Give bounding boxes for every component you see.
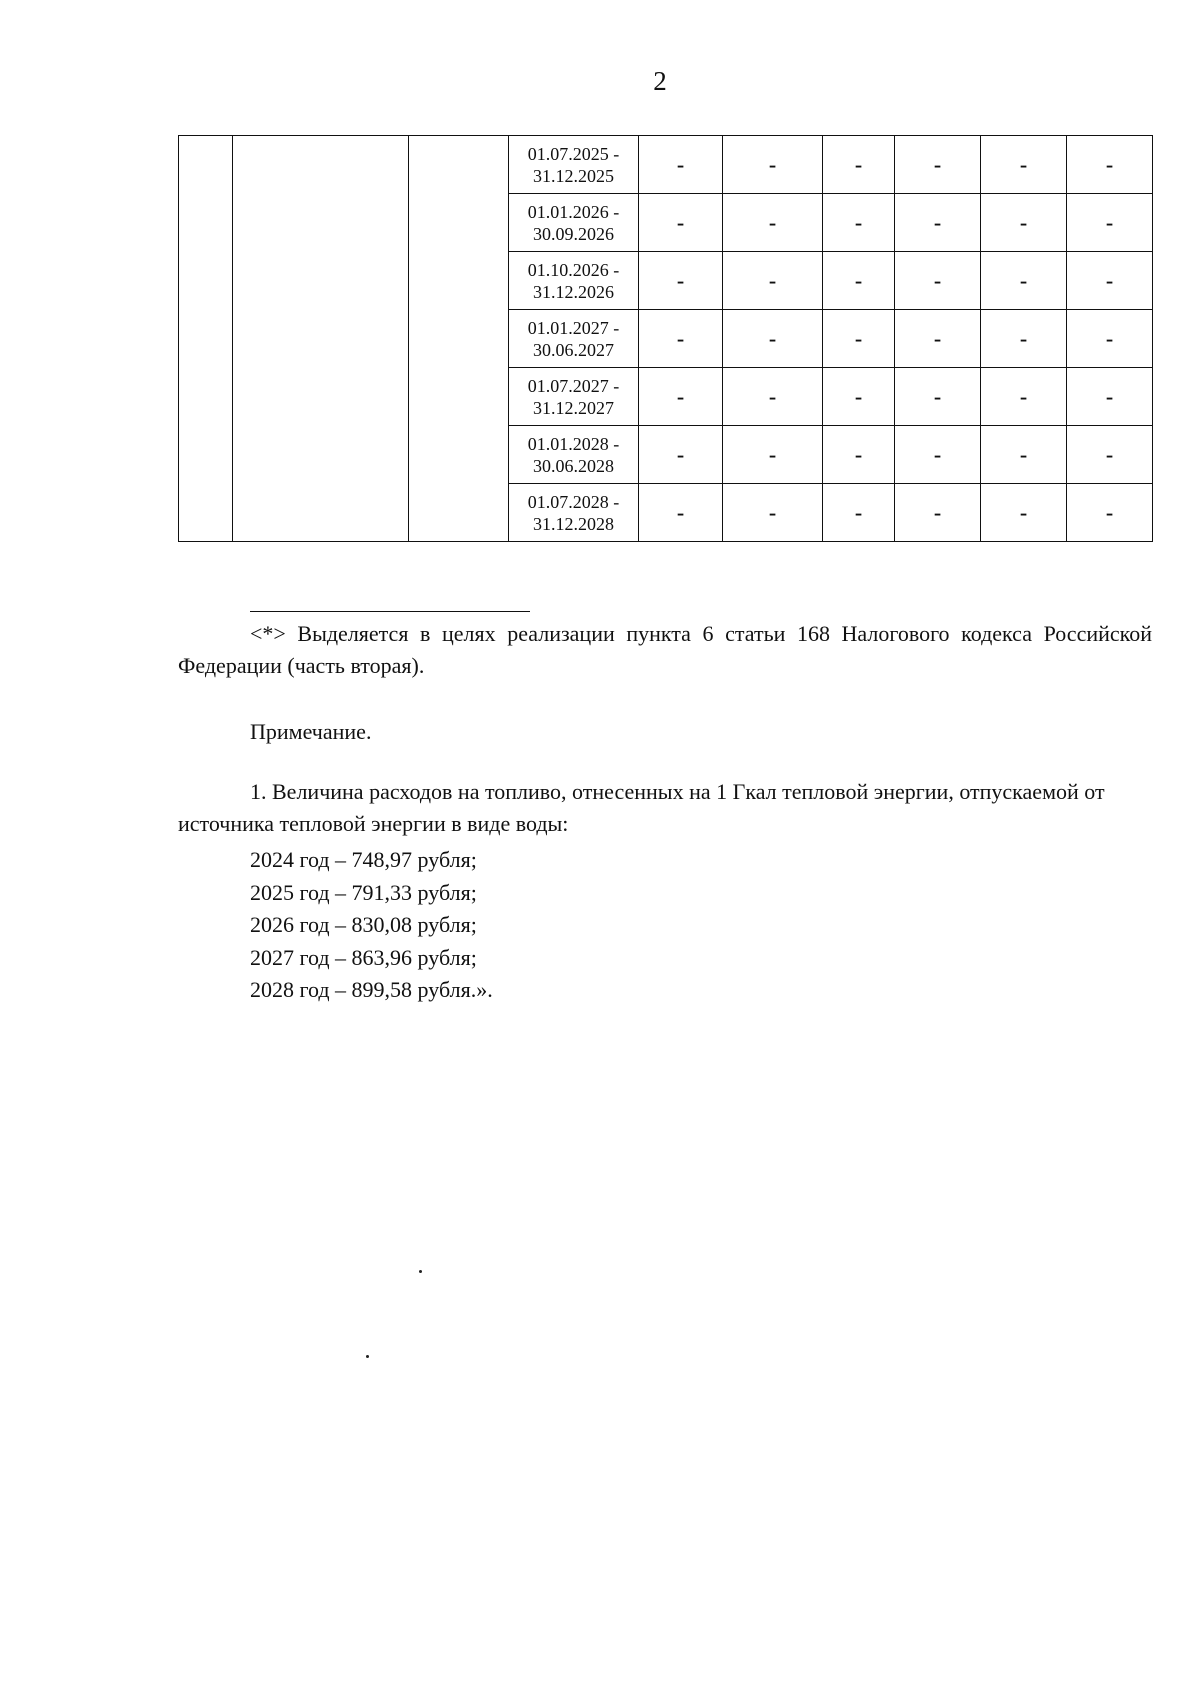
period-cell (509, 136, 639, 194)
fuel-cost-year-item: 2025 год – 791,33 рубля; (250, 879, 477, 905)
value-cell: - (981, 426, 1067, 484)
value-cell: - (639, 310, 723, 368)
fuel-cost-year-item: 2027 год – 863,96 рубля; (250, 944, 477, 970)
fuel-cost-year-item: 2026 год – 830,08 рубля; (250, 912, 477, 937)
value-cell: - (981, 484, 1067, 542)
value-cell: - (895, 368, 981, 426)
merged-empty-cell (233, 136, 409, 542)
period-line: 01.07.2028 - (527, 491, 620, 512)
value-cell: - (723, 252, 823, 310)
footnote-text: <*> Выделяется в целях реализации пункта 6 статьи 168 Налогового кодекса Российской Федерации (часть вторая). (178, 621, 1152, 678)
value-cell: - (723, 426, 823, 484)
value-cell: - (1067, 368, 1153, 426)
value-cell: - (1067, 136, 1153, 194)
period-line: 30.06.2028 (533, 455, 614, 476)
period-cell (509, 484, 639, 542)
tariff-table (178, 135, 1153, 542)
period-line: 01.07.2025 - (527, 143, 620, 164)
period-line: 01.01.2028 - (527, 433, 620, 454)
value-cell: - (895, 252, 981, 310)
fuel-cost-year-list (250, 844, 493, 1007)
value-cell: - (1067, 194, 1153, 252)
value-cell: - (1067, 252, 1153, 310)
value-cell: - (1067, 484, 1153, 542)
value-cell: - (981, 368, 1067, 426)
value-cell: - (823, 310, 895, 368)
note-title: Примечание. (250, 719, 372, 744)
value-cell: - (823, 484, 895, 542)
period-cell (509, 194, 639, 252)
value-cell: - (823, 426, 895, 484)
tariff-table-body (179, 136, 1153, 542)
period-line: 30.09.2026 (533, 223, 614, 244)
value-cell: - (895, 136, 981, 194)
value-cell: - (639, 252, 723, 310)
fuel-cost-year-item: 2028 год – 899,58 рубля.». (250, 977, 493, 1002)
value-cell: - (723, 484, 823, 542)
value-cell: - (981, 310, 1067, 368)
value-cell: - (981, 136, 1067, 194)
value-cell: - (823, 252, 895, 310)
period-line: 01.01.2027 - (527, 317, 620, 338)
note-item-1: 1. Величина расходов на топливо, отнесенных на 1 Гкал тепловой энергии, отпускаемой от источника тепловой энергии в виде воды: (178, 779, 1105, 836)
page-number: 2 (653, 66, 667, 96)
merged-empty-cell (409, 136, 509, 542)
value-cell: - (981, 194, 1067, 252)
value-cell: - (723, 310, 823, 368)
merged-empty-cell (179, 136, 233, 542)
fuel-cost-year-item: 2024 год – 748,97 рубля; (250, 847, 477, 872)
period-line: 31.12.2027 (533, 397, 614, 418)
value-cell: - (723, 368, 823, 426)
value-cell: - (639, 484, 723, 542)
value-cell: - (895, 484, 981, 542)
value-cell: - (823, 194, 895, 252)
period-cell (509, 310, 639, 368)
period-line: 01.01.2026 - (527, 201, 620, 222)
value-cell: - (639, 136, 723, 194)
scan-speck (419, 1270, 422, 1273)
value-cell: - (823, 136, 895, 194)
value-cell: - (823, 368, 895, 426)
period-cell (509, 368, 639, 426)
table-row (179, 136, 1153, 194)
value-cell: - (1067, 310, 1153, 368)
value-cell: - (639, 194, 723, 252)
value-cell: - (895, 310, 981, 368)
value-cell: - (639, 368, 723, 426)
period-cell (509, 426, 639, 484)
value-cell: - (895, 194, 981, 252)
period-cell (509, 252, 639, 310)
period-line: 01.10.2026 - (527, 259, 620, 280)
value-cell: - (723, 194, 823, 252)
period-line: 31.12.2028 (533, 513, 614, 534)
value-cell: - (639, 426, 723, 484)
value-cell: - (981, 252, 1067, 310)
value-cell: - (895, 426, 981, 484)
period-line: 30.06.2027 (533, 339, 614, 360)
footnote-separator (250, 611, 530, 612)
value-cell: - (723, 136, 823, 194)
period-line: 01.07.2027 - (527, 375, 620, 396)
value-cell: - (1067, 426, 1153, 484)
scan-speck (366, 1355, 369, 1358)
period-line: 31.12.2025 (533, 165, 614, 186)
period-line: 31.12.2026 (533, 281, 614, 302)
